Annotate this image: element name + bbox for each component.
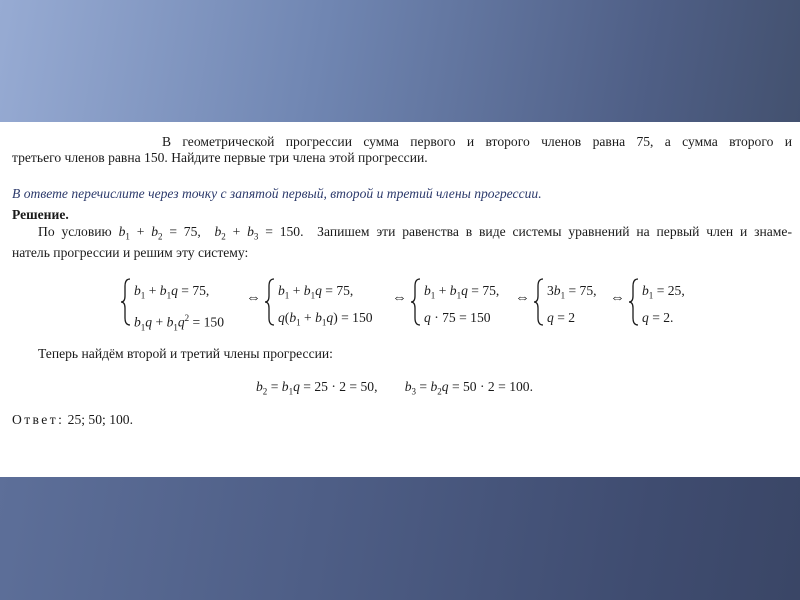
next-step-text: Теперь найдём второй и третий члены прогрессии: xyxy=(38,346,333,361)
terms-formula: $b_2 = b_1q = 25 \cdot 2 = 50$, $b_3 = b_2q = 50 \cdot 2 = 100$. xyxy=(256,379,533,397)
equivalence-arrow-icon: ⇔ xyxy=(610,290,625,306)
equivalence-arrow-icon: ⇔ xyxy=(515,290,530,306)
document-page: В геометрической прогрессии сумма первого и второго членов равна 75, а сумма второго и третьего членов равна 150. Найдите первые три члена этой прогрессии. В ответе перечислите через точку с запятой первый, второй и третий члены прогрессии. Решение. По условию $b_1 + b_2 = 75$, $b_2 + b_3 = 150$. Запишем эти равенства в виде системы уравнений на первый член и знаме- натель прогрессии и решим эту систему: $b_1 + b_1q = 75$, $b_1q + b_1q^2 = 150$ ⇔ $b_1 + b_1q = 75$, $q(b_1 + b_1q) = 150$ ⇔ $b_1 + b_1q = 75$, q · 75 = 150 ⇔ $3b_1 = 75$, q = 2 ⇔ $b_1 = 25$, q = 2. Теперь найдём второй и третий члены прогрессии: $b_2 = b_1q = 25 \cdot 2 = 50$, $b_3 = b_2q = 50 \cdot 2 = 100$. Ответ: 25; 50; 100. xyxy=(0,122,800,477)
brace-icon xyxy=(120,278,132,326)
slide-background-bottom xyxy=(0,477,800,600)
equivalence-arrow-icon: ⇔ xyxy=(392,290,407,306)
equivalence-arrow-icon: ⇔ xyxy=(246,290,261,306)
solution-title: Решение. xyxy=(12,207,69,222)
answer-value: 25; 50; 100. xyxy=(67,412,133,427)
brace-icon xyxy=(410,278,422,326)
answer-line xyxy=(12,412,133,428)
condition-line-2: натель прогрессии и решим эту систему: xyxy=(12,244,249,260)
brace-icon xyxy=(533,278,545,326)
problem-line-1: В геометрической прогрессии сумма первого и второго членов равна 75, а сумма второго и xyxy=(162,134,792,149)
problem-statement xyxy=(12,134,792,166)
answer-hint: В ответе перечислите через точку с запятой первый, второй и третий члены прогрессии. xyxy=(12,186,542,201)
problem-line-2: третьего членов равна 150. Найдите первые три члена этой прогрессии. xyxy=(12,150,428,165)
answer-label: Ответ: xyxy=(12,412,65,427)
slide-background-top xyxy=(0,0,800,122)
solution-condition xyxy=(12,224,792,261)
brace-icon xyxy=(264,278,276,326)
brace-icon xyxy=(628,278,640,326)
condition-line-1: По условию $b_1 + b_2 = 75$, $b_2 + b_3 = 150$. Запишем эти равенства в виде системы уравнений на первый член и знаме- xyxy=(38,224,792,242)
